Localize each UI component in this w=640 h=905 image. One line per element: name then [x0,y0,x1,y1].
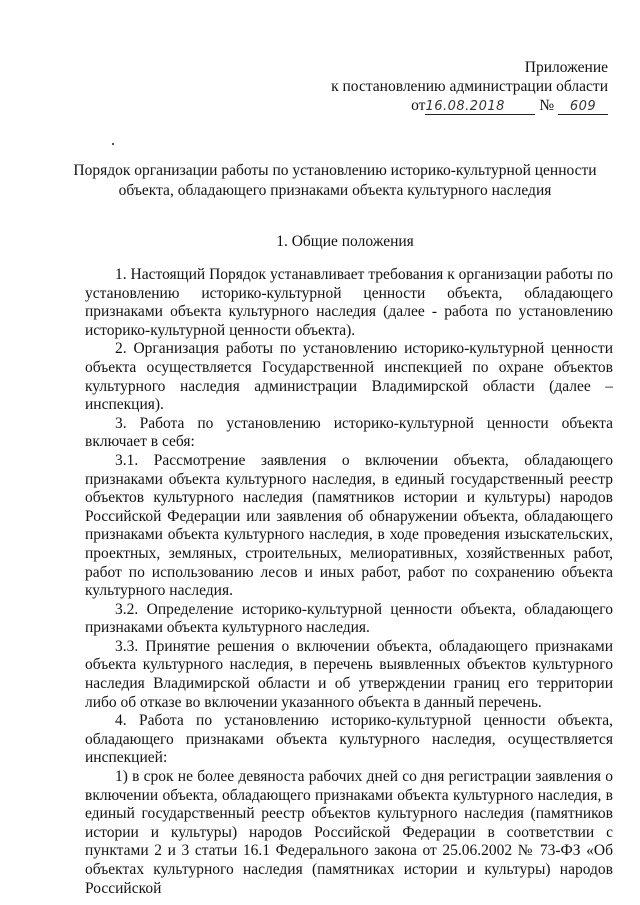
date-value: 16.08.2018 [425,99,505,114]
appendix-header [331,58,608,115]
number-value: 609 [569,99,597,114]
paragraph: 3.1. Рассмотрение заявления о включении объекта, обладающего признаками объекта культурного наследия, в единый государственный реестр объектов культурного наследия (памятников истории и культуры) народов Российской Федерации или заявления об обнаружении объекта, обладающего признаками объекта культурного наследия, в ходе проведения изыскательских, проектных, земляных, строительных, мелиоративных, хозяйственных работ, работ по использованию лесов и иных работ, работ по сохранению объекта культурного наследия. [85,451,613,600]
date-field [425,98,535,115]
scan-speck [112,143,114,145]
paragraph: 3.2. Определение историко-культурной ценности объекта, обладающего признаками объекта культурного наследия. [85,600,613,637]
paragraph: 1. Настоящий Порядок устанавливает требования к организации работы по установлению историко-культурной ценности объекта, обладающего признаками объекта культурного наследия (далее - работа по установлению историко-культурной ценности объекта). [85,266,613,339]
paragraph: 3. Работа по установлению историко-культурной ценности объекта включает в себя: [85,414,613,451]
paragraph: 3.3. Принятие решения о включении объекта, обладающего признаками объекта культурного наследия, в перечень выявленных объектов культурного наследия Владимирской области и об утверждении границ его территории либо об отказе во включении указанного объекта в данный перечень. [85,637,613,711]
appendix-reference: к постановлению администрации области [331,78,608,95]
paragraph: 1) в срок не более девяноста рабочих дней со дня регистрации заявления о включении объекта, обладающего признаками объекта культурного наследия, в единый государственный реестр объектов культурного наследия (памятников истории и культуры) народов Российской Федерации в соответствии с пунктами 2 и 3 статьи 16.1 Федерального закона от 25.06.2002 № 73-ФЗ «Об объектах культурного наследия (памятниках истории и культуры) народов Российской [85,768,613,897]
number-prefix: № [539,97,555,114]
section-heading: 1. Общие положения [276,233,414,250]
body-text [85,266,613,898]
date-prefix: от [411,97,426,114]
appendix-date-number [331,96,608,115]
number-field [558,98,608,115]
appendix-label: Приложение [524,59,608,76]
paragraph: 4. Работа по установлению историко-культурной ценности объекта, обладающего признаками объекта культурного наследия, осуществляется инспекцией: [85,712,613,767]
document-title: Порядок организации работы по установлению историко-культурной ценности объекта, обладающего признаками объекта культурного наследия [73,162,597,199]
paragraph: 2. Организация работы по установлению историко-культурной ценности объекта осуществляется Государственной инспекцией по охране объектов культурного наследия администрации Владимирской области (далее – инспекция). [85,340,613,414]
